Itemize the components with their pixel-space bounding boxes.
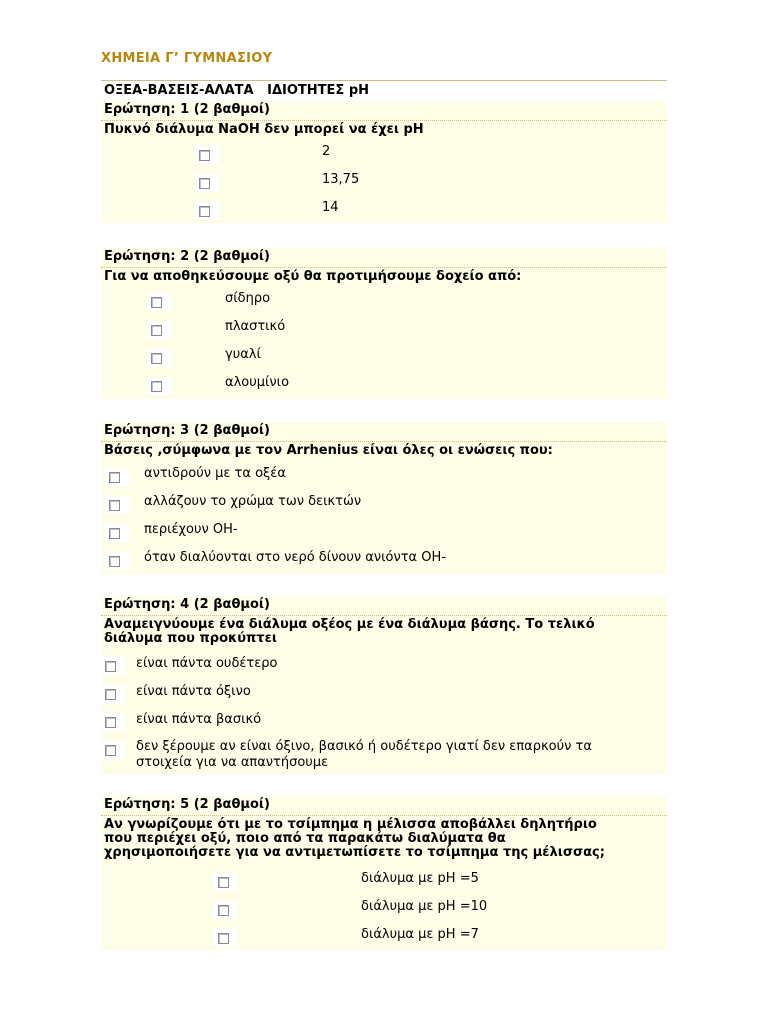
option-label: είναι πάντα όξινο: [136, 684, 251, 699]
question-header: Ερώτηση: 3 (2 βαθμοί): [101, 422, 667, 442]
option-label-line: δεν ξέρουμε αν είναι όξινο, βασικό ή ουδέτερο γιατί δεν επαρκούν τα: [136, 739, 592, 754]
option-cell: [105, 524, 129, 542]
option-cell: [195, 174, 219, 192]
option-label: διάλυμα με pH =5: [361, 871, 479, 886]
option-cell: [195, 202, 219, 220]
checkbox[interactable]: [105, 745, 116, 756]
checkbox[interactable]: [109, 472, 120, 483]
option-label-line: στοιχεία για να απαντήσουμε: [136, 755, 329, 770]
checkbox[interactable]: [109, 528, 120, 539]
document-title: ΧΗΜΕΙΑ Γ’ ΓΥΜΝΑΣΙΟΥ: [101, 51, 273, 66]
option-label: 13,75: [322, 172, 360, 187]
checkbox[interactable]: [151, 325, 162, 336]
checkbox[interactable]: [109, 500, 120, 511]
option-label: αλλάζουν το χρώμα των δεικτών: [144, 494, 362, 509]
question-5: [101, 796, 667, 950]
question-header: Ερώτηση: 5 (2 βαθμοί): [101, 796, 667, 816]
option-cell: [101, 741, 125, 759]
question-text-line: που περιέχει οξύ, ποιο από τα παρακάτω διαλύματα θα: [104, 831, 506, 846]
checkbox[interactable]: [218, 877, 229, 888]
option-label: [136, 739, 592, 771]
checkbox[interactable]: [218, 933, 229, 944]
option-label: είναι πάντα ουδέτερο: [136, 656, 278, 671]
checkbox[interactable]: [199, 150, 210, 161]
option-label: γυαλί: [225, 347, 261, 362]
option-label: 2: [322, 144, 331, 159]
checkbox[interactable]: [218, 905, 229, 916]
checkbox[interactable]: [105, 689, 116, 700]
option-cell: [101, 657, 125, 675]
checkbox[interactable]: [105, 717, 116, 728]
question-1: [101, 101, 667, 223]
option-cell: [195, 146, 219, 164]
question-text-line: χρησιμοποιήσετε για να αντιμετωπίσετε το τσίμπημα της μέλισσας;: [104, 845, 605, 860]
question-text-line: Αναμειγνύουμε ένα διάλυμα οξέος με ένα διάλυμα βάσης. Το τελικό: [104, 617, 595, 632]
option-label: σίδηρο: [225, 291, 271, 306]
checkbox[interactable]: [151, 353, 162, 364]
subject-bar: [101, 80, 667, 102]
option-cell: [101, 685, 125, 703]
option-label: πλαστικό: [225, 319, 286, 334]
option-label: περιέχουν ΟΗ-: [144, 522, 238, 537]
option-label: αντιδρούν με τα οξέα: [144, 466, 286, 481]
question-3: [101, 422, 667, 574]
option-cell: [147, 321, 171, 339]
question-4: [101, 596, 667, 774]
checkbox[interactable]: [109, 556, 120, 567]
option-cell: [147, 293, 171, 311]
option-cell: [147, 377, 171, 395]
question-text-line: διάλυμα που προκύπτει: [104, 631, 277, 646]
option-label: διάλυμα με pH =7: [361, 927, 479, 942]
question-header: Ερώτηση: 2 (2 βαθμοί): [101, 248, 667, 268]
question-text: Για να αποθηκεύσουμε οξύ θα προτιμήσουμε δοχείο από:: [104, 269, 522, 284]
checkbox[interactable]: [151, 381, 162, 392]
option-label: αλουμίνιο: [225, 375, 290, 390]
subject-title: ΟΞΕΑ-ΒΑΣΕΙΣ-ΑΛΑΤΑ ΙΔΙΟΤΗΤΕΣ pH: [104, 83, 370, 98]
option-cell: [214, 929, 238, 947]
option-label: 14: [322, 200, 339, 215]
question-header: Ερώτηση: 4 (2 βαθμοί): [101, 596, 667, 616]
question-text: Πυκνό διάλυμα NaOH δεν μπορεί να έχει pH: [104, 122, 424, 137]
option-cell: [101, 713, 125, 731]
option-cell: [105, 496, 129, 514]
option-cell: [214, 901, 238, 919]
question-header: Ερώτηση: 1 (2 βαθμοί): [101, 101, 667, 121]
question-text-line: Αν γνωρίζουμε ότι με το τσίμπημα η μέλισσα αποβάλλει δηλητήριο: [104, 817, 597, 832]
checkbox[interactable]: [105, 661, 116, 672]
option-label: διάλυμα με pH =10: [361, 899, 488, 914]
question-text: [101, 816, 667, 860]
option-label: όταν διαλύονται στο νερό δίνουν ανιόντα ΟΗ-: [144, 550, 446, 565]
question-2: [101, 248, 667, 399]
option-cell: [214, 873, 238, 891]
question-text: [101, 616, 667, 646]
option-cell: [105, 468, 129, 486]
checkbox[interactable]: [199, 178, 210, 189]
checkbox[interactable]: [199, 206, 210, 217]
option-label: είναι πάντα βασικό: [136, 712, 262, 727]
option-cell: [147, 349, 171, 367]
option-cell: [105, 552, 129, 570]
checkbox[interactable]: [151, 297, 162, 308]
question-text: Βάσεις ,σύμφωνα με τον Arrhenius είναι όλες οι ενώσεις που:: [104, 443, 553, 458]
